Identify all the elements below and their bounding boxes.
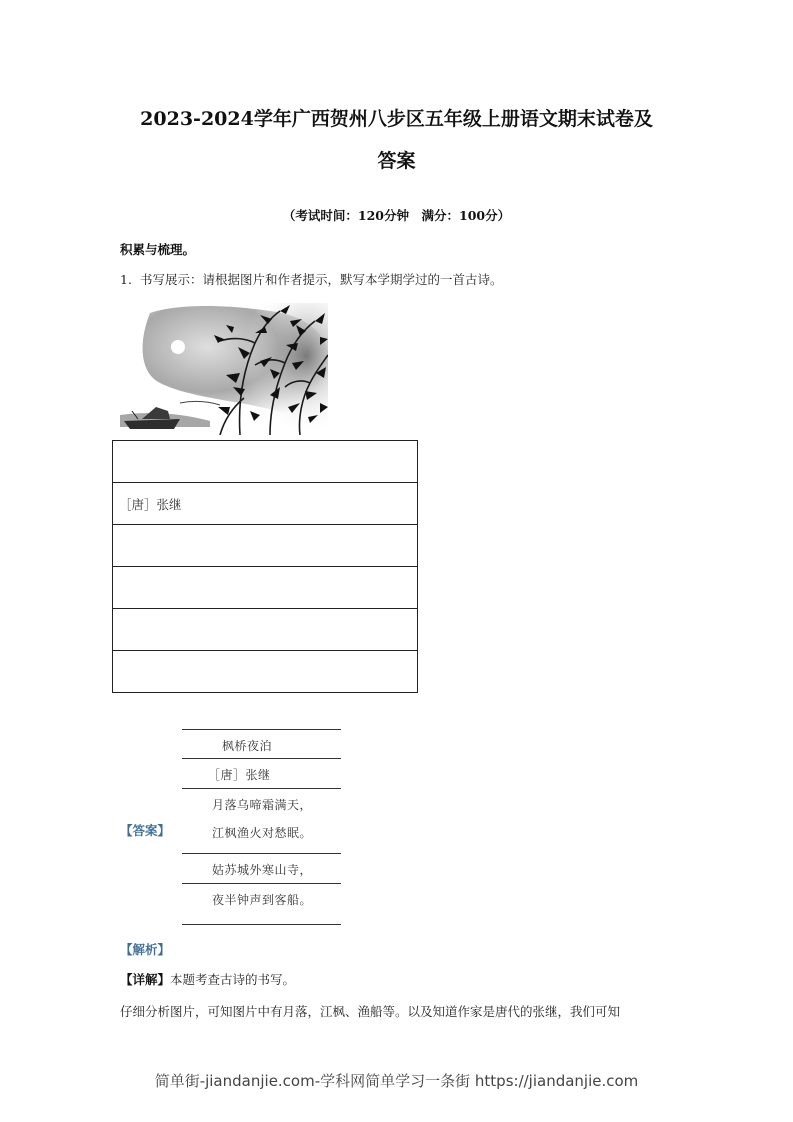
table-row — [113, 441, 418, 483]
document-title-line-2: 答案 — [377, 150, 416, 172]
poem-line-4: 夜半钟声到客船。 — [212, 893, 313, 907]
detail-tag: 【详解】 — [120, 972, 171, 987]
detail-line — [120, 970, 295, 988]
poem-line-2: 江枫渔火对愁眠。 — [212, 826, 313, 840]
poem-author: ［唐］张继 — [208, 768, 271, 782]
poem-line-1: 月落乌啼霜满天， — [212, 798, 313, 812]
poem-rule — [182, 853, 341, 854]
section-heading: 积累与梳理。 — [120, 242, 196, 257]
table-cell[interactable] — [113, 609, 418, 651]
ink-painting-illustration — [120, 303, 328, 435]
question-number: 1. — [120, 272, 132, 287]
poem-rule — [182, 924, 341, 925]
question-prompt: 书写展示：请根据图片和作者提示，默写本学期学过的一首古诗。 — [139, 272, 503, 287]
table-cell[interactable] — [113, 441, 418, 483]
table-row — [113, 483, 418, 525]
poem-rule — [182, 788, 341, 789]
answer-label: 【答案】 — [120, 823, 171, 838]
poem-title: 枫桥夜泊 — [222, 739, 273, 753]
poem-rule — [182, 729, 341, 730]
table-cell[interactable]: ［唐］张继 — [113, 483, 418, 525]
analysis-paragraph: 仔细分析图片，可知图片中有月落，江枫、渔船等。以及知道作家是唐代的张继，我们可知 — [120, 1004, 621, 1019]
detail-text: 本题考查古诗的书写。 — [170, 972, 296, 987]
poem-line-3: 姑苏城外寒山寺， — [212, 863, 313, 877]
poem-writing-table — [112, 440, 418, 693]
question-1 — [120, 270, 502, 288]
analysis-label: 【解析】 — [120, 942, 171, 957]
table-cell[interactable] — [113, 525, 418, 567]
table-row — [113, 651, 418, 693]
table-row — [113, 609, 418, 651]
table-cell[interactable] — [113, 567, 418, 609]
document-title-line-1: 2023-2024学年广西贺州八步区五年级上册语文期末试卷及 — [140, 108, 653, 130]
poem-rule — [182, 883, 341, 884]
poem-rule — [182, 758, 341, 759]
exam-info: （考试时间：120分钟 满分：100分） — [282, 208, 511, 223]
table-row — [113, 525, 418, 567]
table-cell[interactable] — [113, 651, 418, 693]
table-row — [113, 567, 418, 609]
footer-watermark: 简单街-jiandanjie.com-学科网简单学习一条街 https://jiandanjie.com — [154, 1072, 639, 1090]
